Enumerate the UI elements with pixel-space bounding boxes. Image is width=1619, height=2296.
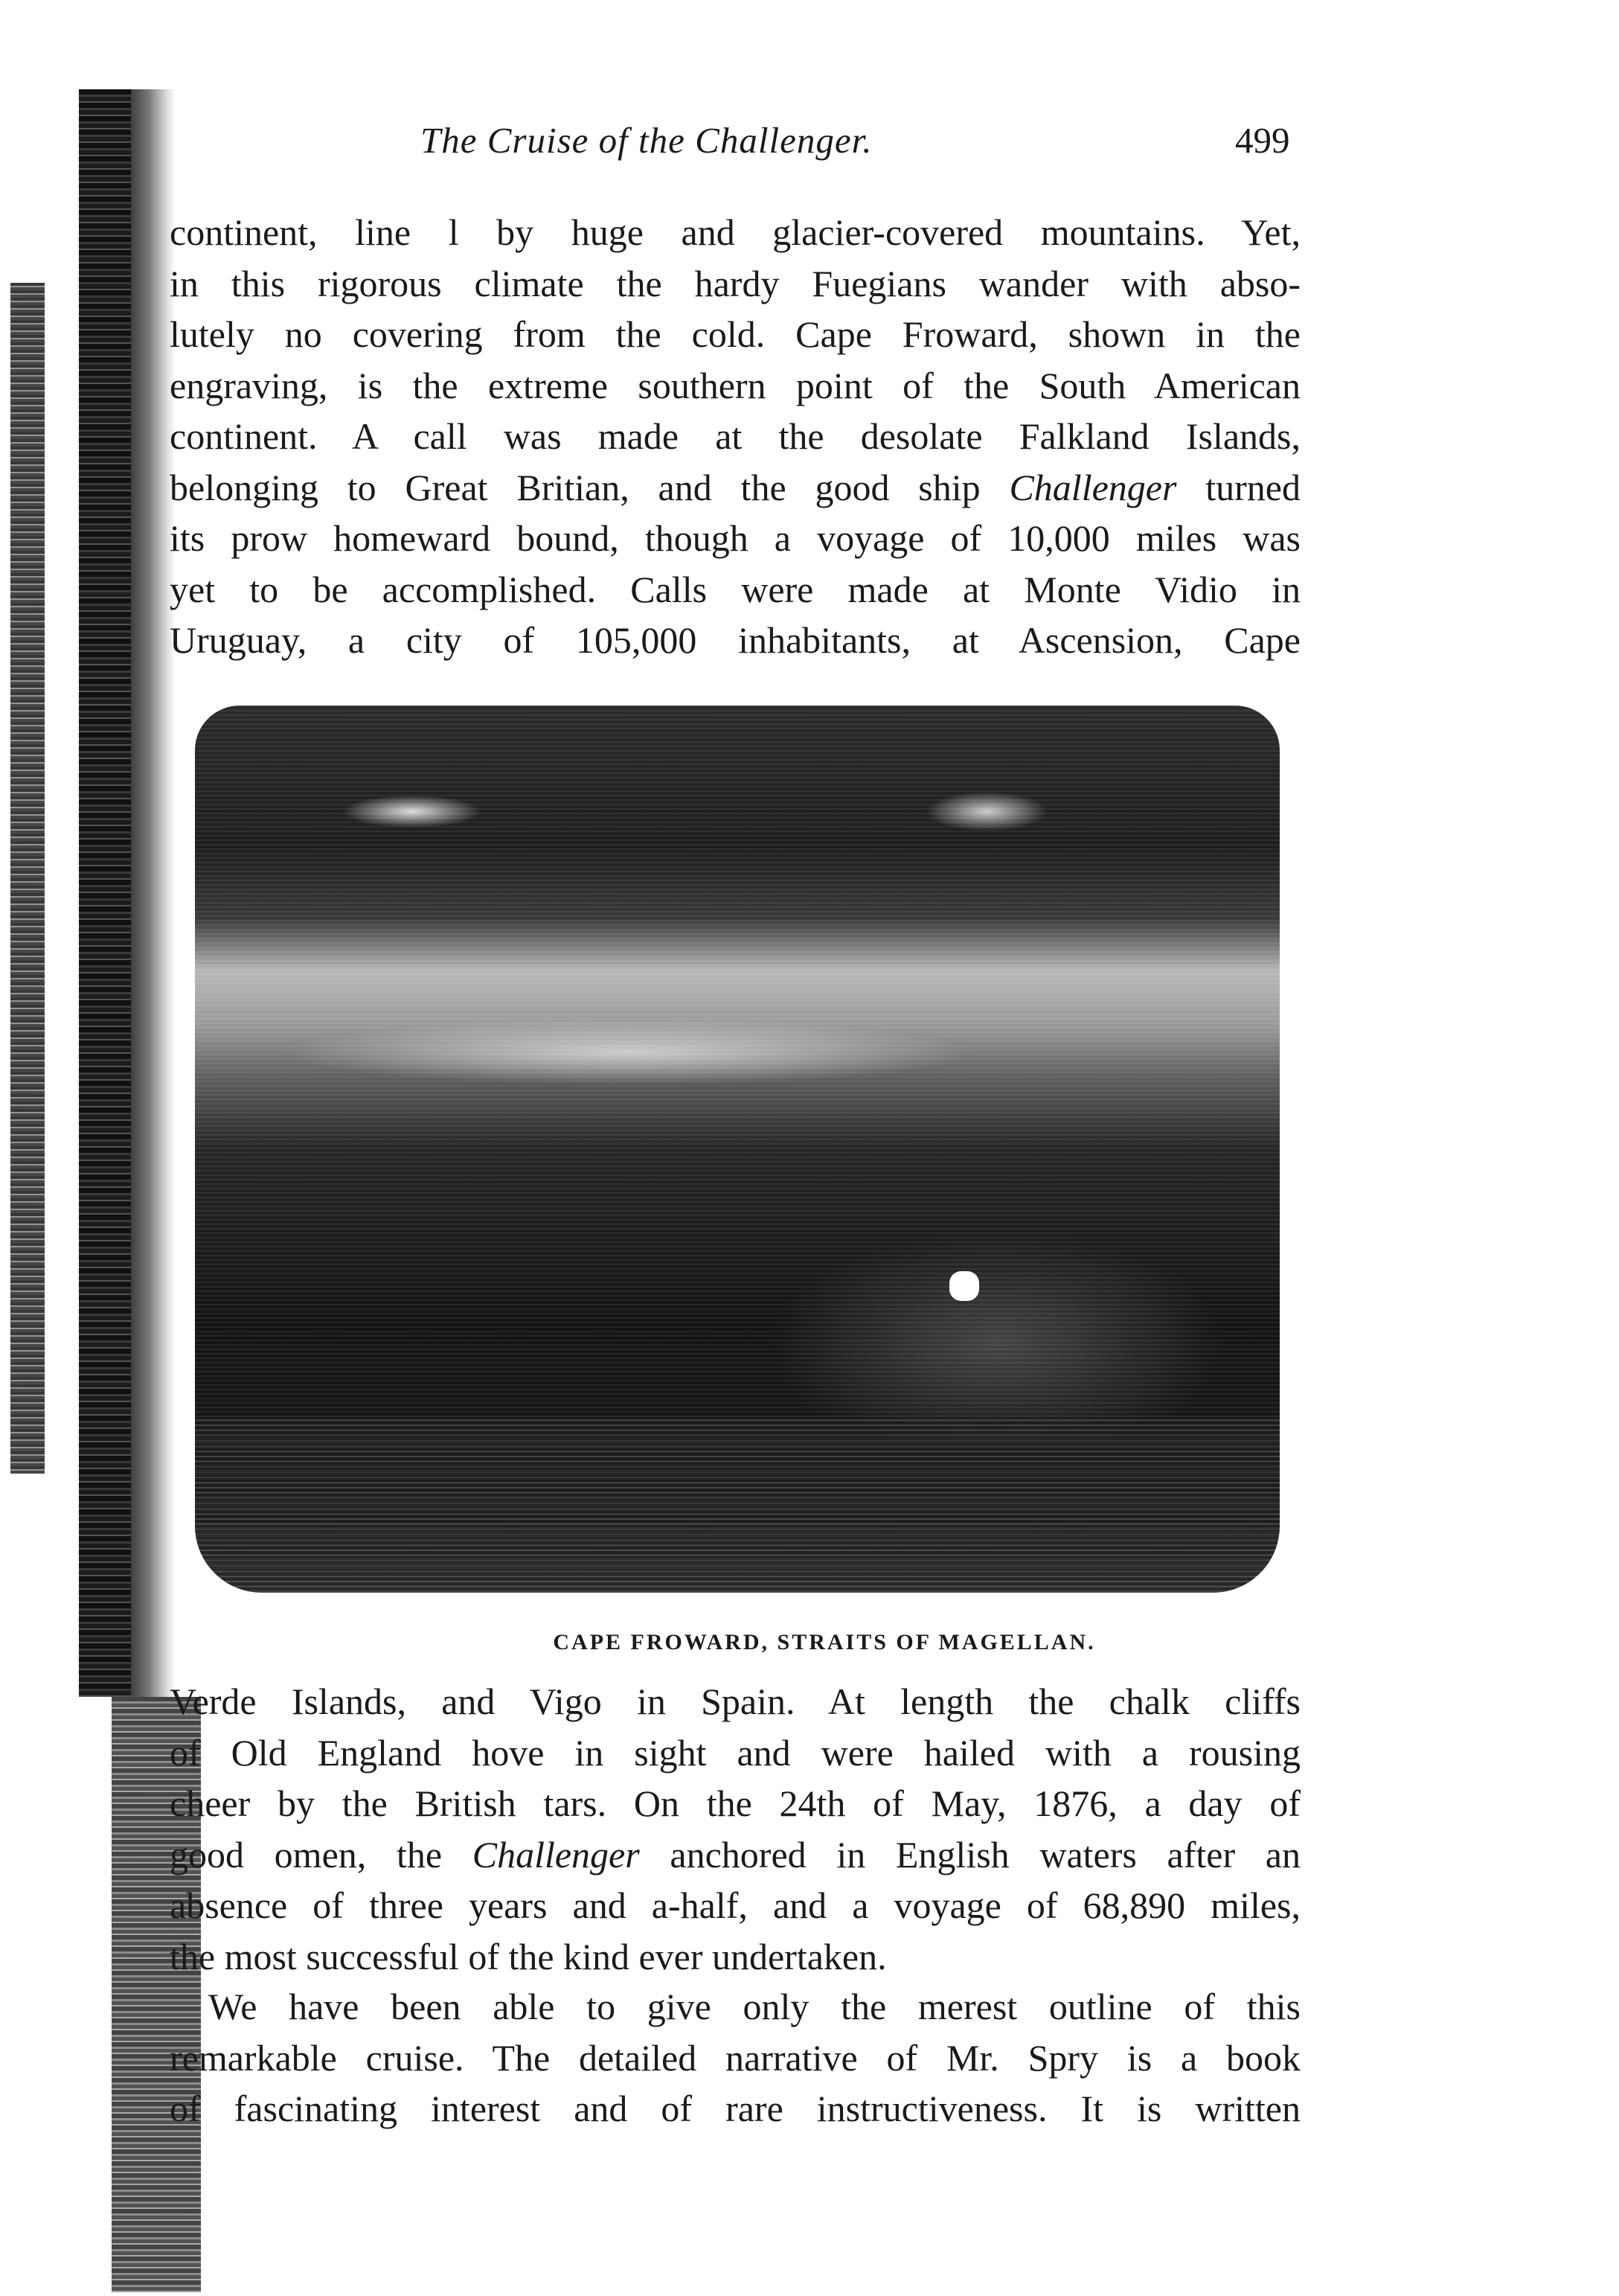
ship-name: Challenger xyxy=(472,1833,640,1876)
text-line: its prow homeward bound, though a voyage of 10,000 miles was xyxy=(170,517,1301,559)
engraving-hatching xyxy=(195,706,1280,1593)
engraving-highlight xyxy=(949,1271,979,1301)
text-line: continent. A call was made at the desolate Falkland Islands, xyxy=(170,415,1301,457)
text-line xyxy=(170,462,1301,514)
text-segment: good omen, the xyxy=(170,1833,472,1876)
paragraph-2 xyxy=(170,1676,1301,1982)
text-line: yet to be accomplished. Calls were made at Monte Vidio in xyxy=(170,568,1301,610)
paragraph-3 xyxy=(170,1981,1301,2134)
figure-caption: CAPE FROWARD, STRAITS OF MAGELLAN. xyxy=(553,1630,1096,1654)
running-title: The Cruise of the Challenger. xyxy=(420,120,873,161)
text-line: cheer by the British tars. On the 24th of May, 1876, a day of xyxy=(170,1782,1301,1824)
text-line: engraving, is the extreme southern point of the South American xyxy=(170,364,1301,406)
text-line: Verde Islands, and Vigo in Spain. At length the chalk cliffs xyxy=(170,1681,1301,1722)
page-binding-shadow xyxy=(79,89,131,1697)
text-segment: anchored in English waters after an xyxy=(639,1833,1301,1876)
page-gutter-shading xyxy=(131,89,176,1697)
page-binding-edge xyxy=(10,283,45,1474)
text-line: of fascinating interest and of rare instructiveness. It is written xyxy=(170,2088,1301,2129)
paragraph-1 xyxy=(170,207,1301,666)
text-line: the most successful of the kind ever undertaken. xyxy=(170,1935,887,1977)
text-line: We have been able to give only the merest outline of this xyxy=(208,1986,1301,2027)
engraving-cape-froward xyxy=(195,706,1280,1593)
text-segment: turned xyxy=(1176,466,1301,508)
text-line: absence of three years and a-half, and a voyage of 68,890 miles, xyxy=(170,1884,1301,1926)
text-line: lutely no covering from the cold. Cape Froward, shown in the xyxy=(170,313,1301,355)
text-line: remarkable cruise. The detailed narrative of Mr. Spry is a book xyxy=(170,2036,1301,2079)
text-line: in this rigorous climate the hardy Fuegians wander with abso- xyxy=(170,262,1301,304)
text-segment: belonging to Great Britian, and the good ship xyxy=(170,466,1010,508)
text-line: Uruguay, a city of 105,000 inhabitants, at Ascension, Cape xyxy=(170,619,1301,661)
text-line xyxy=(170,1829,1301,1881)
text-line: continent, line l by huge and glacier-covered mountains. Yet, xyxy=(170,211,1301,253)
page-number: 499 xyxy=(1235,120,1290,161)
page-header xyxy=(0,119,1619,171)
text-line: of Old England hove in sight and were hailed with a rousing xyxy=(170,1731,1301,1774)
ship-name: Challenger xyxy=(1009,466,1177,508)
